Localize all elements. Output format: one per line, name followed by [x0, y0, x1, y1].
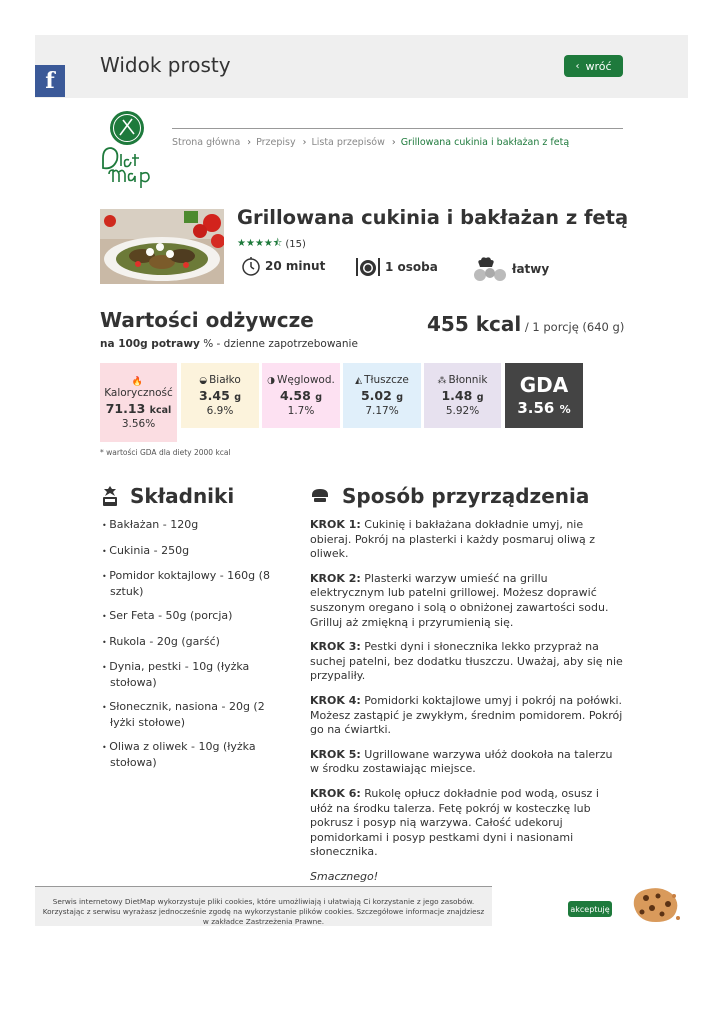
step-item [310, 518, 624, 562]
nutrient-box-calories [100, 363, 177, 442]
preparation-title [310, 484, 589, 508]
chevron-right-icon: › [302, 137, 307, 148]
nutrient-unit: g [234, 392, 241, 403]
gda-unit: % [559, 403, 571, 416]
nutrient-box-carbs [262, 363, 340, 428]
list-item: • Cukinia - 250g [102, 544, 277, 560]
chevron-left-icon: ‹ [575, 60, 580, 72]
breadcrumb-item-recipes[interactable]: Przepisy [256, 137, 296, 148]
recipe-photo [100, 209, 224, 284]
grain-icon: ⁂ [437, 376, 447, 386]
nutrient-box-fiber [424, 363, 501, 428]
per-100g-note [100, 338, 358, 350]
gda-label: GDA [519, 373, 569, 397]
list-item: • Oliwa z oliwek - 10g (łyżka stołowa) [102, 740, 277, 770]
bowl-icon: ◒ [199, 376, 208, 386]
list-item: • Słonecznik, nasiona - 20g (2 łyżki stołowe) [102, 700, 277, 730]
gda-box [505, 363, 583, 428]
nutrient-label: Białko [209, 374, 241, 386]
list-item: • Pomidor koktajlowy - 160g (8 sztuk) [102, 569, 277, 599]
nutrient-unit: g [396, 392, 403, 403]
gda-value: 3.56 [517, 399, 555, 417]
step-item [310, 748, 624, 777]
recipe-title: Grillowana cukinia i bakłażan z fetą [237, 206, 629, 229]
breadcrumb-item-recipe-list[interactable]: Lista przepisów [311, 137, 385, 148]
portion-info: / 1 porcję (640 g) [521, 320, 625, 334]
step-text: Rukolę opłucz dokładnie pod wodą, osusz i ułóż na środku talerza. Fetę pokrój w kosteczkę lub pokrusz i posyp nią warzywa. Całość udekoruj pomidorkami i posyp pestkami dyni i nasionami słonecznika. [310, 786, 599, 859]
closing-text: Smacznego! [310, 869, 379, 883]
nutrient-box-fat [343, 363, 421, 428]
step-label: KROK 5: [310, 747, 361, 761]
back-button-label: wróć [585, 59, 612, 73]
nutrient-label: Kaloryczność [104, 387, 173, 399]
step-label: KROK 1: [310, 518, 361, 531]
breadcrumb [172, 137, 569, 148]
chevron-right-icon: › [391, 137, 396, 148]
step-text: Plasterki warzyw umieść na grillu elektrycznym lub patelni grillowej. Możesz doprawić suszonym oregano i solą o obniżonej zawartości sodu. Grilluj aż zmiękną i przyrumienią się. [310, 571, 609, 629]
nutrient-unit: kcal [149, 405, 172, 416]
breadcrumb-divider [172, 128, 623, 129]
prep-time-value: 20 minut [265, 259, 326, 273]
star-icon[interactable]: ★ [245, 238, 255, 249]
breadcrumb-item-current[interactable]: Grillowana cukinia i bakłażan z fetą [400, 137, 570, 148]
nutrient-box-protein [181, 363, 259, 428]
prep-time [241, 256, 325, 276]
list-item: • Rukola - 20g (garść) [102, 635, 277, 651]
step-text: Pestki dyni i słonecznika lekko przypraż na suchej patelni, bez dodatku tłuszczu. Uważaj, aby się nie przypaliły. [310, 640, 623, 683]
step-item [310, 572, 624, 630]
per-100g-bold: na 100g potrawy [100, 338, 200, 350]
cooking-pot-icon [310, 487, 330, 505]
cookie-icon [628, 884, 682, 926]
step-item [310, 640, 624, 684]
accept-cookies-button[interactable]: akceptuję [568, 901, 612, 917]
nutrient-value: 4.58 [279, 388, 311, 403]
list-item: • Dynia, pestki - 10g (łyżka stołowa) [102, 660, 277, 690]
nutrient-pct: 7.17% [365, 405, 399, 417]
step-label: KROK 3: [310, 640, 361, 654]
nutrient-pct: 3.56% [121, 418, 156, 430]
scale-icon [100, 485, 120, 507]
step-text: Cukinię i bakłażana dokładnie umyj, nie obieraj. Pokrój na plasterki i każdy posmaruj oliwą z oliwek. [310, 518, 596, 561]
servings [355, 256, 438, 278]
step-text: Pomidorki koktajlowe umyj i pokrój na połówki. Możesz zastąpić je zwykłym, średnim pomidorem. Pokrój go na ćwiartki. [310, 693, 623, 737]
dietmap-logo[interactable] [99, 110, 165, 188]
back-button[interactable] [564, 55, 623, 77]
preparation-title-text: Sposób przyrządzenia [342, 484, 590, 508]
star-icon[interactable]: ★ [254, 238, 264, 249]
plate-icon [355, 256, 381, 278]
chevron-right-icon: › [247, 137, 252, 148]
nutrient-value: 71.13 [105, 401, 146, 416]
nutrition-title: Wartości odżywcze [100, 308, 314, 332]
step-label: KROK 4: [310, 693, 361, 707]
flame-icon: 🔥 [131, 377, 144, 387]
step-text: Ugrillowane warzywa ułóż dookoła na talerzu w środku zostawiając miejsce. [310, 747, 613, 776]
cookie-notice: Serwis internetowy DietMap wykorzystuje pliki cookies, które umożliwiają i ułatwiają Ci korzystanie z jego zasobów. Korzystając z serwisu wyrażasz jednocześnie zgodę na wykorzystanie plików cookies. Szczegółowe informacje znajdziesz w zakładce Zastrzeżenia Prawne. [35, 886, 492, 926]
nutrient-pct: 6.9% [206, 405, 234, 417]
ingredients-title-text: Składniki [130, 484, 235, 508]
star-rating[interactable] [237, 236, 282, 253]
breadcrumb-item-home[interactable]: Strona główna [172, 137, 241, 148]
rating-count: (15) [285, 239, 306, 250]
nutrient-pct: 1.7% [287, 405, 315, 417]
nutrient-unit: g [315, 392, 322, 403]
per-100g-rest: % - dzienne zapotrzebowanie [199, 338, 358, 350]
nutrient-label: Błonnik [448, 374, 488, 386]
page-title: Widok prosty [100, 53, 231, 77]
step-item [310, 787, 624, 860]
step-item [310, 694, 624, 738]
nutrient-label: Tłuszcze [364, 374, 409, 386]
total-kcal [427, 312, 624, 336]
nutrient-value: 3.45 [198, 388, 230, 403]
rating [237, 236, 306, 253]
clock-icon [241, 256, 261, 276]
nutrient-unit: g [476, 392, 484, 403]
ingredients-title [100, 484, 234, 508]
star-icon[interactable]: ⯪ [272, 238, 283, 249]
star-icon[interactable]: ★ [263, 238, 273, 249]
gda-note: * wartości GDA dla diety 2000 kcal [100, 448, 231, 457]
nutrient-pct: 5.92% [445, 405, 480, 417]
kcal-value: 455 kcal [427, 312, 522, 336]
list-item: • Bakłażan - 120g [102, 518, 277, 534]
servings-value: 1 osoba [385, 260, 438, 274]
ingredients-list [102, 518, 277, 780]
nutrient-value: 5.02 [360, 388, 392, 403]
difficulty [472, 256, 549, 282]
bread-icon: ◑ [267, 376, 275, 386]
difficulty-value: łatwy [512, 262, 550, 276]
facebook-icon[interactable]: f [35, 65, 65, 97]
chef-hat-icon [472, 256, 508, 282]
nutrient-value: 1.48 [441, 388, 473, 403]
cheese-icon: ◭ [355, 376, 363, 386]
step-label: KROK 2: [310, 571, 361, 585]
star-icon[interactable]: ★ [237, 238, 246, 249]
preparation-steps [310, 518, 624, 894]
step-label: KROK 6: [310, 786, 361, 800]
list-item: • Ser Feta - 50g (porcja) [102, 609, 277, 625]
nutrient-label: Węglowod. [276, 374, 335, 386]
